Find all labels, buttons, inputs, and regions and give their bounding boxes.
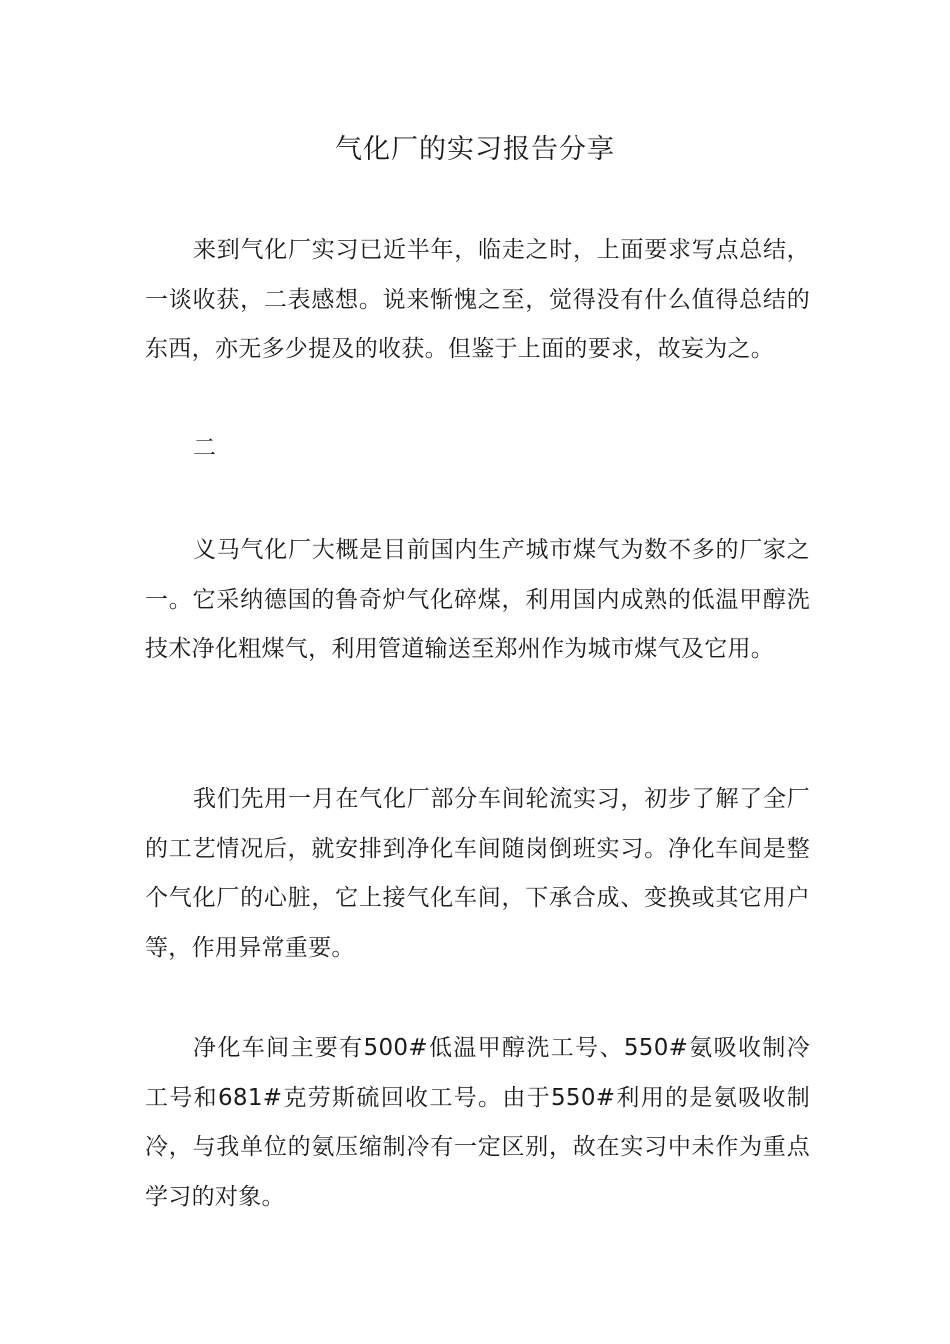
section-number: 二 (193, 435, 217, 461)
paragraph-purification-units: 净化车间主要有500#低温甲醇洗工号、550#氨吸收制冷工号和681#克劳斯硫回收工号。由于550#利用的是氨吸收制冷，与我单位的氨压缩制冷有一定区别，故在实习中未作为重点学习的对象。 (145, 1035, 810, 1210)
paragraph-plant-overview: 义马气化厂大概是目前国内生产城市煤气为数不多的厂家之一。它采纳德国的鲁奇炉气化碎煤，利用国内成熟的低温甲醇洗技术净化粗煤气，利用管道输送至郑州作为城市煤气及它用。 (145, 537, 810, 662)
paragraph-internship-arrangement: 我们先用一月在气化厂部分车间轮流实习，初步了解了全厂的工艺情况后，就安排到净化车间随岗倒班实习。净化车间是整个气化厂的心脏，它上接气化车间，下承合成、变换或其它用户等，作用异常重要。 (145, 786, 810, 961)
document-title: 气化厂的实习报告分享 (335, 134, 615, 165)
paragraph-intro: 来到气化厂实习已近半年，临走之时，上面要求写点总结，一谈收获，二表感想。说来惭愧之至，觉得没有什么值得总结的东西，亦无多少提及的收获。但鉴于上面的要求，故妄为之。 (145, 237, 810, 362)
